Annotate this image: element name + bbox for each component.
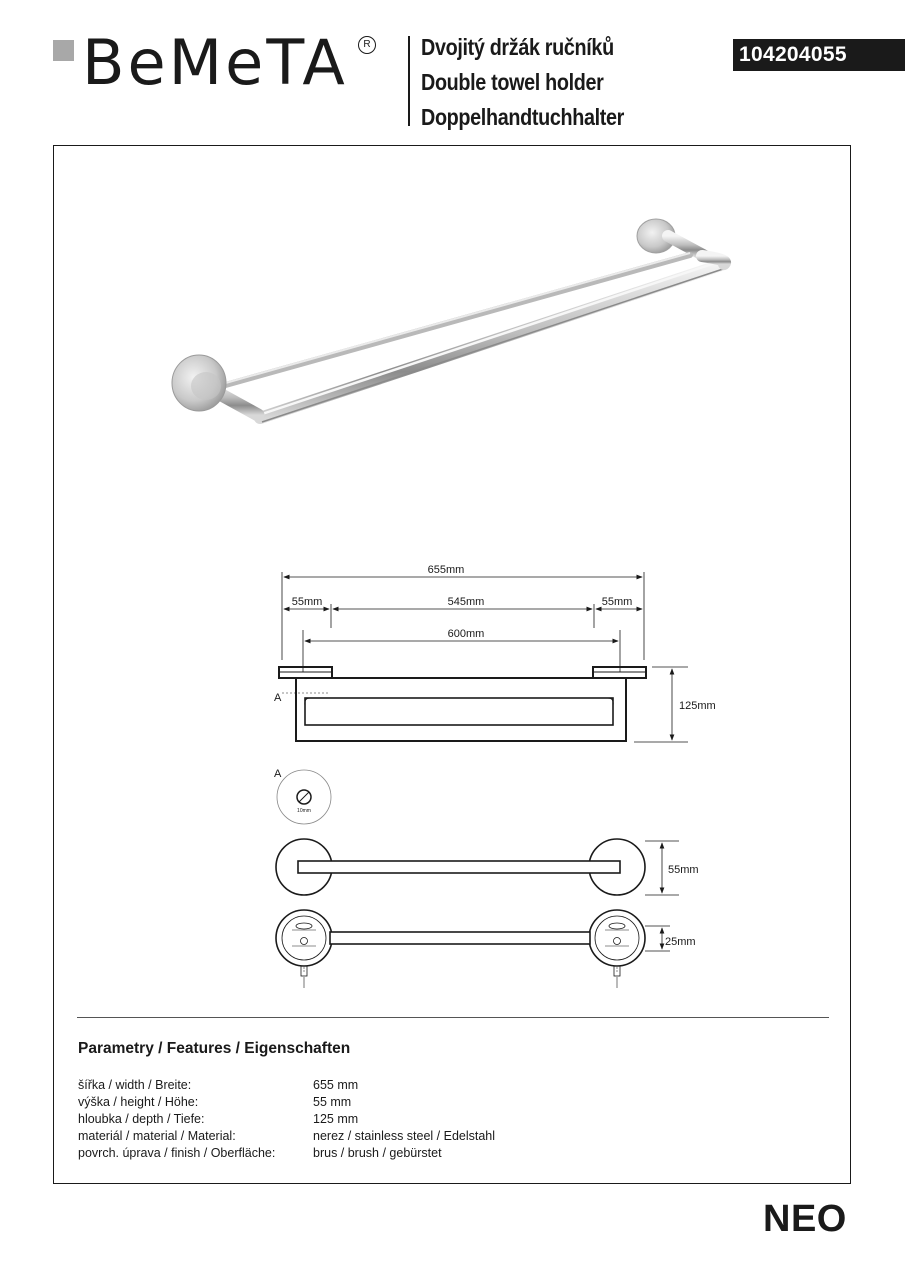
- dim-right-margin: 55mm: [601, 596, 633, 608]
- series-name: NEO: [763, 1198, 847, 1240]
- end-bend: [702, 256, 725, 264]
- dim-overall-width: 655mm: [427, 564, 465, 576]
- section-divider: [77, 1017, 829, 1018]
- side-view: [279, 667, 646, 741]
- detail-mark: A: [274, 692, 282, 704]
- spec-value: nerez / stainless steel / Edelstahl: [313, 1129, 496, 1143]
- product-code: 104204055: [733, 39, 905, 71]
- title-de: Doppelhandtuchhalter: [421, 104, 625, 130]
- spec-label: materiál / material / Material:: [78, 1129, 236, 1143]
- rear-bar: [222, 255, 690, 386]
- detail-a-view: [277, 770, 331, 824]
- dim-depth: 125mm: [679, 700, 716, 712]
- front-view: [276, 839, 679, 895]
- dim-axis-distance: 600mm: [447, 628, 485, 640]
- dim-bar-diameter: 25mm: [665, 936, 696, 948]
- spec-label: šířka / width / Breite:: [78, 1078, 192, 1092]
- back-view: [276, 910, 670, 988]
- brand-logo: BeMeTA: [82, 26, 348, 99]
- dim-left-margin: 55mm: [291, 596, 323, 608]
- spec-value: 55 mm: [313, 1095, 352, 1109]
- dim-height-front: 55mm: [668, 864, 699, 876]
- spec-label: hloubka / depth / Tiefe:: [78, 1112, 205, 1126]
- title-en: Double towel holder: [421, 69, 604, 95]
- product-photo: [172, 219, 726, 422]
- features-heading: Parametry / Features / Eigenschaften: [78, 1040, 351, 1057]
- spec-value: 655 mm: [313, 1078, 359, 1092]
- spec-value: 125 mm: [313, 1112, 359, 1126]
- detail-label: A: [274, 768, 282, 780]
- spec-label: výška / height / Höhe:: [78, 1095, 199, 1109]
- front-bar: [260, 264, 724, 418]
- spec-label: povrch. úprava / finish / Oberfläche:: [78, 1146, 276, 1160]
- spec-value: brus / brush / gebürstet: [313, 1146, 442, 1160]
- hole-label: 10mm: [297, 808, 311, 814]
- title-cz: Dvojitý držák ručníků: [421, 34, 614, 60]
- registered-mark: R: [358, 36, 376, 54]
- dim-center-width: 545mm: [447, 596, 485, 608]
